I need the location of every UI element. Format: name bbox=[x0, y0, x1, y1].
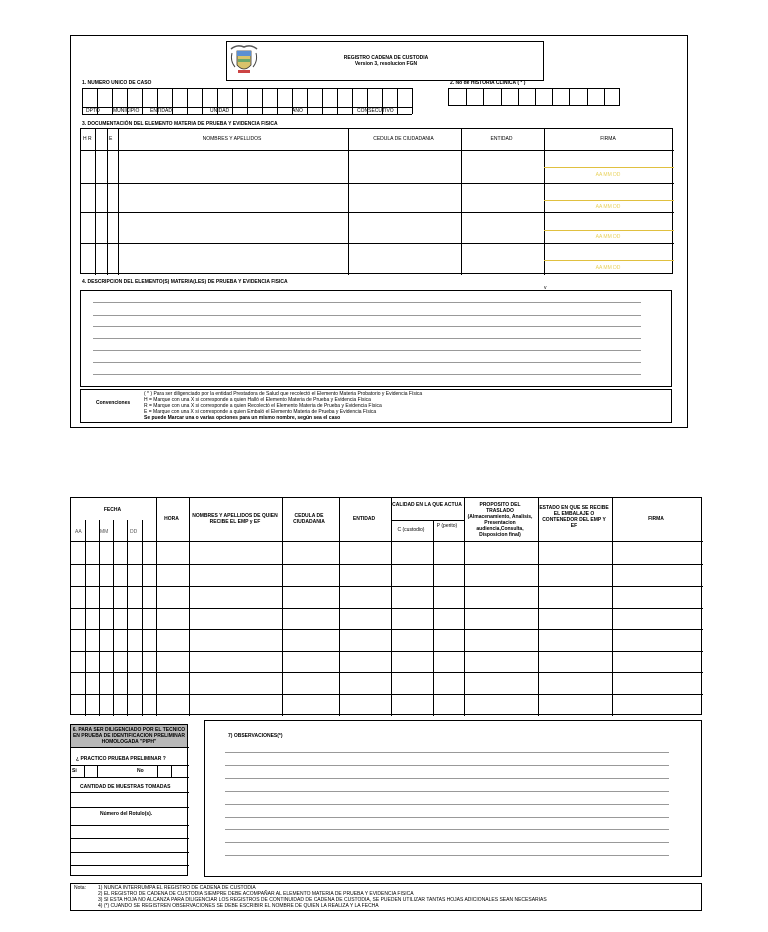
col-entidad-3: ENTIDAD bbox=[490, 136, 513, 142]
grid-line bbox=[172, 88, 173, 114]
section2-label: 2. No de HISTORIA CLINICA ( * ) bbox=[450, 80, 526, 86]
col-nombres-recibe: NOMBRES Y APELLIDOS DE QUIEN RECIBE EL EMP y EF bbox=[192, 513, 278, 525]
observations-box[interactable] bbox=[204, 720, 702, 877]
col-estado: ESTADO EN QUE SE RECIBE EL EMBALAJE O CONTENEDOR DEL EMP Y EF bbox=[539, 505, 609, 529]
grid-line bbox=[225, 752, 669, 753]
col-municipio: MUNICIPIO bbox=[113, 108, 140, 114]
col-e: E bbox=[109, 136, 113, 142]
option-si[interactable]: Si bbox=[72, 768, 77, 774]
grid-line bbox=[307, 88, 308, 114]
option-no[interactable]: No bbox=[137, 768, 144, 774]
col-perito: P (perito) bbox=[436, 523, 458, 529]
col-entidad: ENTIDAD bbox=[150, 108, 172, 114]
convention-line: Se puede Marcar una o varias opciones para un mismo nombre, según sea el caso bbox=[144, 415, 341, 421]
convention-line: R = Marque con una X si corresponde a quien Recolectó el Elemento Materia de Prueba y Evidencia Física bbox=[144, 403, 382, 409]
conventions-label: Convenciones bbox=[96, 400, 131, 406]
grid-line bbox=[247, 88, 248, 114]
col-hora: HORA bbox=[164, 516, 179, 522]
grid-line bbox=[535, 89, 536, 105]
col-cedula-2: CEDULA DE CIUDADANIA bbox=[293, 513, 325, 525]
section4-label: 4. DESCRIPCION DEL ELEMENTO(S) MATERIA(LES) DE PRUEBA Y EVIDENCIA FISICA bbox=[82, 279, 288, 285]
grid-line bbox=[71, 564, 703, 565]
grid-line bbox=[202, 88, 203, 114]
form-version: Version 3, resolucion FGN bbox=[354, 61, 418, 67]
notes-label: Nota: bbox=[74, 885, 86, 891]
convention-line: H = Marque con una X si corresponde a quien Halló el Elemento Materia de Prueba y Evidencia Física bbox=[144, 397, 371, 403]
convention-line: ( * ) Para ser diligenciado por la entidad Prestadora de Salud que recolectó el Elemento Materia Probatorio y Evidencia Física bbox=[144, 391, 423, 397]
col-proposito: PROPOSITO DEL TRASLADO (Almacenamiento, Analisis, Presentacion audiencia,Consulta, Disposicion final) bbox=[467, 502, 533, 538]
grid-line bbox=[225, 855, 669, 856]
grid-line bbox=[277, 88, 278, 114]
col-dpto: DPTO bbox=[86, 108, 100, 114]
section7-label: 7) OBSERVACIONES(*) bbox=[228, 733, 283, 739]
grid-line bbox=[225, 829, 669, 830]
grid-line bbox=[337, 88, 338, 114]
col-firma-2: FIRMA bbox=[648, 516, 664, 522]
grid-line bbox=[187, 88, 188, 114]
grid-line bbox=[225, 842, 669, 843]
custody-table bbox=[80, 128, 673, 274]
section6-rotulo: Número del Rotulo(s). bbox=[100, 811, 153, 817]
col-calidad: CALIDAD EN LA QUE ACTUA bbox=[392, 502, 462, 508]
col-firma: FIRMA bbox=[600, 136, 616, 142]
grid-line bbox=[225, 765, 669, 766]
grid-line bbox=[397, 88, 398, 114]
col-nombres: NOMBRES Y APELLIDOS bbox=[202, 136, 262, 142]
col-aa: AA bbox=[75, 529, 82, 535]
grid-line bbox=[71, 608, 703, 609]
grid-line bbox=[82, 88, 83, 114]
grid-line bbox=[412, 88, 413, 114]
transfer-table bbox=[70, 497, 702, 715]
col-custodio: C (custodio) bbox=[397, 527, 425, 533]
grid-line bbox=[587, 89, 588, 105]
grid-line bbox=[71, 694, 703, 695]
grid-line bbox=[518, 89, 519, 105]
firma-date-stamp: AA MM DD bbox=[595, 204, 621, 210]
grid-line bbox=[604, 89, 605, 105]
grid-line bbox=[71, 672, 703, 673]
section3-label: 3. DOCUMENTACIÓN DEL ELEMENTO MATERIA DE PRUEBA Y EVIDENCIA FISICA bbox=[82, 121, 278, 127]
grid-line bbox=[127, 520, 128, 716]
grid-line bbox=[552, 89, 553, 105]
note-line: 4) (*) CUANDO SE REGISTREN OBSERVACIONES SE DEBE ESCRIBIR EL NOMBRE DE QUIEN LA REALIZA Y LA FECHA bbox=[98, 903, 379, 909]
grid-line bbox=[142, 520, 143, 716]
grid-line bbox=[225, 817, 669, 818]
section6-title: 6. PARA SER DILIGENCIADO POR EL TECNICO EN PRUEBA DE IDENTIFICACION PRELIMINAR HOMOLOGADA "PIPH" bbox=[72, 727, 186, 745]
section6-cantidad: CANTIDAD DE MUESTRAS TOMADAS bbox=[80, 784, 171, 790]
grid-line bbox=[322, 88, 323, 114]
col-hr: H R bbox=[83, 136, 92, 142]
grid-line bbox=[501, 89, 502, 105]
grid-line bbox=[232, 88, 233, 114]
section6-question: ¿ PRACTICO PRUEBA PRELIMINAR ? bbox=[76, 756, 166, 762]
grid-line bbox=[352, 88, 353, 114]
note-line: 3) SI ESTA HOJA NO ALCANZA PARA DILIGENCIAR LOS REGISTROS DE CONTINUIDAD DE CADENA DE CUSTODIA, SE PUEDEN UTILIZAR TANTAS HOJAS ADICIONALES SEAN NECESARIAS bbox=[98, 897, 547, 903]
grid-line bbox=[113, 520, 114, 716]
col-unidad: UNIDAD bbox=[210, 108, 230, 114]
grid-line bbox=[225, 804, 669, 805]
col-ano: AÑO bbox=[292, 108, 303, 114]
grid-line bbox=[225, 791, 669, 792]
grid-line bbox=[71, 629, 703, 630]
col-fecha: FECHA bbox=[103, 507, 122, 513]
grid-line bbox=[225, 778, 669, 779]
grid-line bbox=[483, 89, 484, 105]
note-line: 1) NUNCA INTERRUMPA EL REGISTRO DE CADENA DE CUSTODIA bbox=[98, 885, 256, 891]
col-entidad-2: ENTIDAD bbox=[352, 516, 376, 522]
description-box[interactable] bbox=[80, 290, 672, 387]
firma-date-stamp: AA MM DD bbox=[595, 172, 621, 178]
section6-box bbox=[70, 724, 188, 876]
grid-line bbox=[142, 88, 143, 114]
convention-line: E = Marque con una X si corresponde a quien Embaló el Elemento Materia de Prueba y Evidencia Física bbox=[144, 409, 377, 415]
col-dd: DD bbox=[130, 529, 138, 535]
grid-line bbox=[99, 520, 100, 716]
firma-date-stamp: AA MM DD bbox=[595, 234, 621, 240]
grid-line bbox=[85, 520, 86, 716]
clinical-history-boxes[interactable] bbox=[448, 88, 620, 106]
col-consecutivo: CONSECUTIVO bbox=[357, 108, 394, 114]
grid-line bbox=[262, 88, 263, 114]
grid-line bbox=[71, 651, 703, 652]
grid-line bbox=[71, 586, 703, 587]
note-line: 2) EL REGISTRO DE CADENA DE CUSTODIA SIEMPRE DEBE ACOMPAÑAR AL ELEMENTO MATERIA DE PRUEBA Y EVIDENCIA FISICA bbox=[98, 891, 414, 897]
col-mm: MM bbox=[100, 529, 109, 535]
colombia-seal-icon bbox=[229, 43, 259, 77]
section1-label: 1. NUMERO UNICO DE CASO bbox=[82, 80, 152, 86]
grid-line bbox=[569, 89, 570, 105]
col-cedula: CEDULA DE CIUDADANIA bbox=[373, 136, 434, 142]
section4-mark: v bbox=[544, 285, 547, 291]
form-title: REGISTRO CADENA DE CUSTODIA bbox=[343, 55, 429, 61]
firma-date-stamp: AA MM DD bbox=[595, 265, 621, 271]
grid-line bbox=[466, 89, 467, 105]
